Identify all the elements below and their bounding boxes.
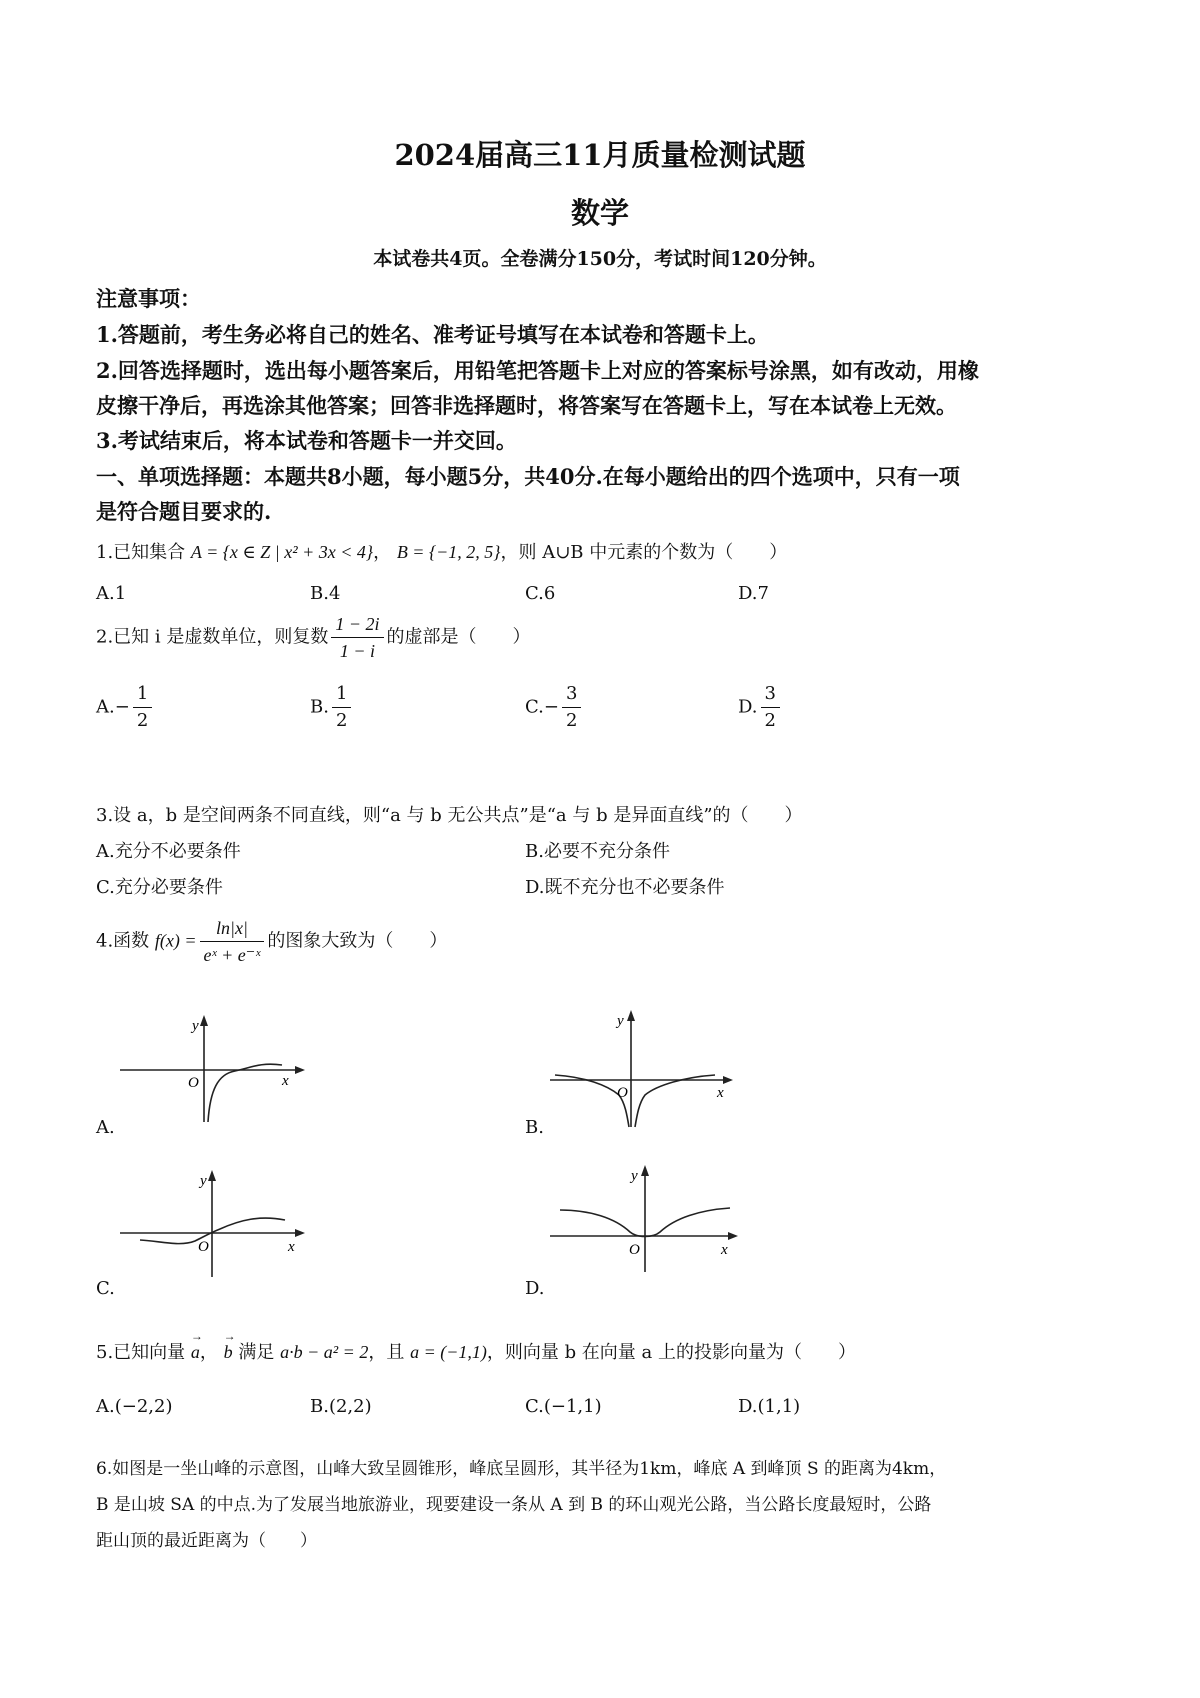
option-num: 3 [761, 681, 780, 708]
option-fraction [761, 681, 780, 734]
q3-option-d: D.既不充分也不必要条件 [525, 877, 725, 898]
graph-origin-label: O [617, 1085, 628, 1101]
graph-origin-label: O [629, 1242, 640, 1258]
question-6-line3: 距山顶的最近距离为（ ） [96, 1531, 317, 1551]
graph-x-label: x [721, 1242, 728, 1258]
q5-suffix: ，则向量 b 在向量 a 上的投影向量为（ ） [486, 1342, 856, 1363]
option-fraction [133, 681, 152, 734]
q2-denominator: 1 − i [339, 641, 376, 661]
option-fraction [562, 681, 581, 734]
option-den: 2 [764, 710, 776, 731]
q4-option-b-label: B. [525, 1117, 544, 1138]
option-den: 2 [136, 710, 149, 731]
q5-condition: a·b − a² = 2 [280, 1342, 369, 1362]
graph-y-label: y [200, 1173, 207, 1189]
option-label: A. [96, 696, 115, 718]
q4-fraction [200, 915, 265, 968]
q3-option-c: C.充分必要条件 [96, 877, 223, 898]
q4-option-a-label: A. [96, 1117, 115, 1138]
question-6-line1: 6.如图是一坐山峰的示意图，山峰大致呈圆锥形，峰底呈圆形，其半径为1km，峰底 A 到峰顶 S 的距离为4km， [96, 1459, 947, 1479]
q1-option-d: D.7 [738, 583, 769, 604]
q3-option-b: B.必要不充分条件 [525, 841, 670, 862]
q1-option-a: A.1 [96, 583, 127, 604]
q4-option-c-label: C. [96, 1278, 115, 1299]
question-1-stem [96, 538, 787, 564]
q4-graph-b [545, 1005, 750, 1130]
q4-graph-a [110, 1010, 310, 1125]
q2-suffix: 的虚部是（ ） [386, 626, 531, 648]
q5-option-b: B.(2,2) [310, 1396, 372, 1417]
q1-set-a: A = {x ∈ Z | x² + 3x < 4} [190, 542, 374, 562]
option-num: 1 [133, 681, 152, 708]
q5-option-d: D.(1,1) [738, 1396, 801, 1417]
notice-heading: 注意事项： [96, 286, 201, 311]
q5-vector-b: → b [224, 1342, 233, 1363]
q2-option-a [96, 681, 155, 734]
q4-numerator: ln|x| [200, 915, 265, 942]
graph-y-label: y [192, 1018, 199, 1034]
exam-title: 2024届高三11月质量检测试题 [394, 138, 806, 172]
question-3-stem: 3.设 a，b 是空间两条不同直线，则“a 与 b 无公共点”是“a 与 b 是异面直线”的（ ） [96, 805, 803, 826]
q1-option-c: C.6 [525, 583, 556, 604]
q4-prefix: 4.函数 [96, 930, 150, 952]
question-6-line2: B 是山坡 SA 的中点.为了发展当地旅游业，现要建设一条从 A 到 B 的环山观光公路，当公路长度最短时，公路 [96, 1495, 932, 1515]
question-4-stem [96, 915, 447, 968]
q2-option-b [310, 681, 354, 734]
option-num: 1 [332, 681, 351, 708]
q2-option-c [525, 681, 584, 734]
option-label: D. [738, 696, 758, 718]
option-label: C. [525, 696, 544, 718]
section-heading-line2: 是符合题目要求的. [96, 499, 272, 524]
notice-item-3: 3.考试结束后，将本试卷和答题卡一并交回。 [96, 428, 517, 453]
q2-fraction [331, 611, 383, 664]
q2-prefix: 2.已知 i 是虚数单位，则复数 [96, 626, 329, 648]
q4-denominator: eˣ + e⁻ˣ [203, 945, 261, 965]
graph-y-label: y [631, 1168, 638, 1184]
q4-option-d-label: D. [525, 1278, 545, 1299]
q1-prefix: 1.已知集合 [96, 542, 186, 563]
q4-suffix: 的图象大致为（ ） [267, 930, 448, 952]
q4-graph-d [545, 1160, 755, 1275]
q5-option-a: A.(−2,2) [96, 1396, 173, 1417]
option-num: 3 [562, 681, 581, 708]
option-sign: − [114, 696, 130, 718]
q1-separator: ， [373, 542, 392, 563]
q2-numerator: 1 − 2i [331, 611, 383, 638]
q2-option-d [738, 681, 783, 734]
option-den: 2 [335, 710, 348, 731]
graph-origin-label: O [198, 1239, 209, 1255]
section-heading-line1: 一、单项选择题：本题共8小题，每小题5分，共40分.在每小题给出的四个选项中，只有一项 [96, 464, 960, 489]
question-5-stem [96, 1338, 856, 1364]
q5-prefix: 5.已知向量 [96, 1342, 186, 1363]
q5-option-c: C.(−1,1) [525, 1396, 602, 1417]
subject-title: 数学 [570, 196, 629, 230]
option-sign: − [543, 696, 559, 718]
question-2-stem [96, 611, 531, 664]
graph-y-label: y [617, 1013, 624, 1029]
graph-origin-label: O [188, 1075, 199, 1091]
q5-vector-a: → a [191, 1342, 200, 1363]
exam-info: 本试卷共4页。全卷满分150分，考试时间120分钟。 [373, 248, 827, 270]
graph-x-label: x [288, 1239, 295, 1255]
q5-and: ，且 [368, 1342, 405, 1363]
q4-graph-c [110, 1165, 310, 1280]
option-label: B. [310, 696, 329, 718]
option-fraction [332, 681, 351, 734]
q1-option-b: B.4 [310, 583, 341, 604]
graph-x-label: x [717, 1085, 724, 1101]
notice-item-2-line2: 皮擦干净后，再选涂其他答案；回答非选择题时，将答案写在答题卡上，写在本试卷上无效。 [96, 393, 957, 418]
q4-function: f(x) = [154, 930, 197, 951]
notice-item-1: 1.答题前，考生务必将自己的姓名、准考证号填写在本试卷和答题卡上。 [96, 322, 769, 347]
q3-option-a: A.充分不必要条件 [96, 841, 241, 862]
q1-set-b: B = {−1, 2, 5} [396, 542, 501, 562]
q5-mid: 满足 [238, 1342, 275, 1363]
graph-x-label: x [282, 1073, 289, 1089]
q5-a-value: a = (−1,1) [410, 1342, 487, 1362]
notice-item-2-line1: 2.回答选择题时，选出每小题答案后，用铅笔把答题卡上对应的答案标号涂黑，如有改动，用橡 [96, 358, 979, 383]
q1-suffix: ，则 A∪B 中元素的个数为（ ） [500, 542, 788, 563]
option-den: 2 [565, 710, 578, 731]
q5-comma: ， [199, 1342, 218, 1363]
